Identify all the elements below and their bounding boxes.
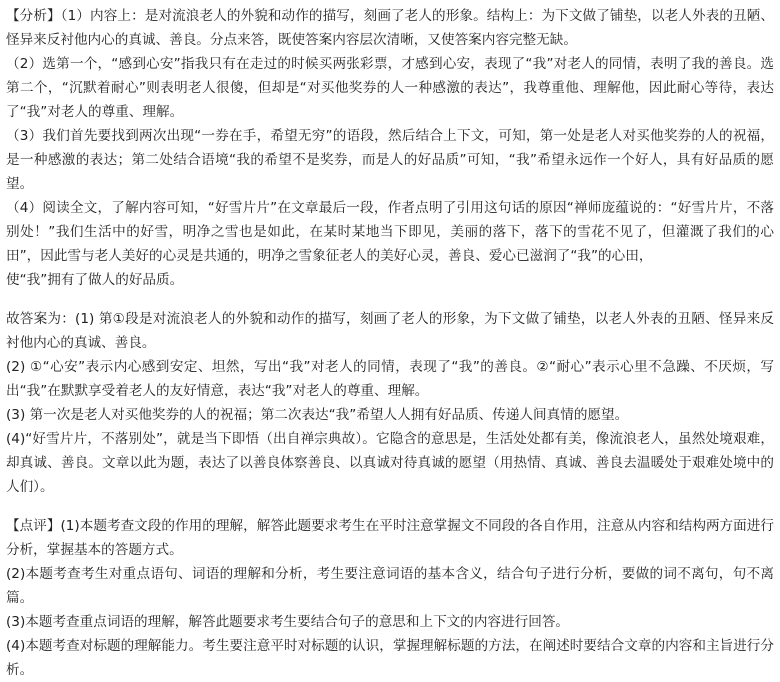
analysis-paragraph-2: （2）选第一个，“感到心安”指我只有在走过的时候买两张彩票，才感到心安，表现了“我”对老人的同情，表明了我的善良。选第二个，“沉默着耐心”则表明老人很傻，但却是“对买他奖券的人一种感激的表达”，我尊重他、理解他，因此耐心等待，表达了“我”对老人的尊重、理解。 <box>6 56 774 120</box>
spacer <box>6 292 774 307</box>
comment-item-3: (3)本题考查重点词语的理解，解答此题要求考生要结合句子的意思和上下文的内容进行回答。 <box>6 614 570 630</box>
answer-intro: 故答案为：(1) 第①段是对流浪老人的外貌和动作的描写，刻画了老人的形象，为下文做了铺垫，以老人外表的丑陋、怪异来反衬他内心的真诚、善良。 <box>6 311 774 351</box>
analysis-section <box>6 4 774 292</box>
answer-section <box>6 307 774 499</box>
spacer <box>6 499 774 514</box>
answer-item-4: (4)“好雪片片，不落别处”，就是当下即悟（出自禅宗典故）。它隐含的意思是，生活处处都有美，像流浪老人，虽然处境艰难，却真诚、善良。文章以此为题，表达了以善良体察善良、以真诚对待真诚的愿望（用热情、真诚、善良去温暖处于艰难处境中的人们）。 <box>6 431 774 495</box>
comment-section <box>6 514 774 682</box>
analysis-paragraph-1: 【分析】（1）内容上：是对流浪老人的外貌和动作的描写，刻画了老人的形象。结构上：为下文做了铺垫，以老人外表的丑陋、怪异来反衬他内心的真诚、善良。分点来答，既使答案内容层次清晰，又使答案内容完整无缺。 <box>6 8 774 48</box>
answer-item-2: (2) ①“心安”表示内心感到安定、坦然，写出“我”对老人的同情，表现了“我”的善良。②“耐心”表示心里不急躁、不厌烦，写出“我”在默默享受着老人的友好情意，表达“我”对老人的尊重、理解。 <box>6 359 774 399</box>
analysis-paragraph-4: （4）阅读全文，了解内容可知，“好雪片片”在文章最后一段，作者点明了引用这句话的原因“禅师庞蕴说的：“好雪片片，不落别处！”我们生活中的好雪，明净之雪也是如此，在某时某地当下即见，美丽的落下，落下的雪花不见了，但灌溉了我们的心田”，因此雪与老人美好的心灵是共通的，明净之雪象征老人的美好心灵，善良、爱心已滋润了“我”的心田， <box>6 200 774 264</box>
analysis-paragraph-3: （3）我们首先要找到两次出现“一券在手，希望无穷”的语段，然后结合上下文，可知，第一处是老人对买他奖券的人的祝福，是一种感激的表达；第二处结合语境“我的希望不是奖券，而是人的好品质”可知，“我”希望永远作一个好人，具有好品质的愿望。 <box>6 128 774 192</box>
answer-item-3: (3) 第一次是老人对买他奖券的人的祝福；第二次表达“我”希望人人拥有好品质、传递人间真情的愿望。 <box>6 407 629 423</box>
analysis-paragraph-4-end: 使“我”拥有了做人的好品质。 <box>6 272 184 288</box>
comment-item-2: (2)本题考查考生对重点语句、词语的理解和分析，考生要注意词语的基本含义，结合句子进行分析，要做的词不离句，句不离篇。 <box>6 566 774 606</box>
comment-item-4: (4)本题考查对标题的理解能力。考生要注意平时对标题的认识，掌握理解标题的方法，在阐述时要结合文章的内容和主旨进行分析。 <box>6 638 774 678</box>
comment-item-1: 【点评】(1)本题考查文段的作用的理解，解答此题要求考生在平时注意掌握文不同段的各自作用，注意从内容和结构两方面进行分析，掌握基本的答题方式。 <box>6 518 774 558</box>
